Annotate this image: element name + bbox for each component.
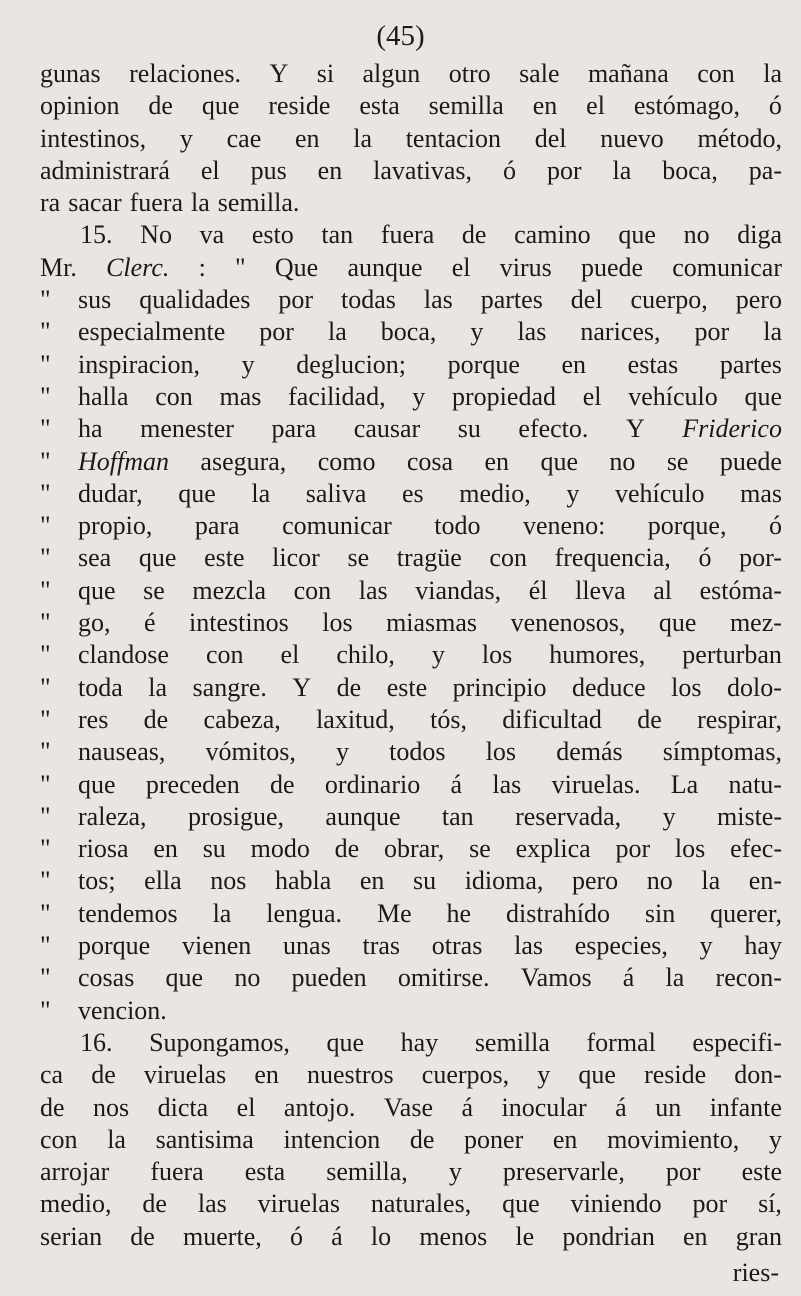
quote-mark: " bbox=[40, 866, 51, 896]
quote-mark: " bbox=[40, 963, 51, 993]
text-line bbox=[40, 542, 782, 574]
quote-mark: " bbox=[40, 446, 51, 476]
quote-mark: " bbox=[40, 575, 51, 605]
text-line bbox=[40, 349, 782, 381]
text-line: 15. No va esto tan fuera de camino que no diga bbox=[80, 220, 782, 250]
line-text: tendemos la lengua. Me he distrahído sin querer, bbox=[78, 898, 782, 928]
text-line bbox=[40, 801, 782, 833]
text-line: Mr. Clerc. : " Que aunque el virus puede comunicar bbox=[40, 252, 782, 282]
line-text: que se mezcla con las viandas, él lleva al estóma- bbox=[78, 575, 782, 605]
text-line: administrará el pus en lavativas, ó por la boca, pa- bbox=[40, 155, 782, 185]
text-line bbox=[40, 736, 782, 768]
line-text: toda la sangre. Y de este principio deduce los dolo- bbox=[78, 672, 782, 702]
quote-mark: " bbox=[40, 704, 51, 734]
line-text: que preceden de ordinario á las viruelas. La natu- bbox=[78, 769, 782, 799]
quote-mark: " bbox=[40, 898, 51, 928]
text-line: gunas relaciones. Y si algun otro sale mañana con la bbox=[40, 59, 782, 88]
quote-mark: " bbox=[40, 834, 51, 864]
text-line bbox=[40, 833, 782, 865]
line-text: vencion. bbox=[78, 995, 167, 1025]
line-text: porque vienen unas tras otras las especies, y hay bbox=[78, 931, 782, 961]
line-text: especialmente por la boca, y las narices, por la bbox=[78, 317, 782, 347]
text-line bbox=[40, 446, 782, 478]
quote-mark: " bbox=[40, 608, 51, 638]
text-line bbox=[40, 575, 782, 607]
text-line: opinion de que reside esta semilla en el estómago, ó bbox=[40, 91, 782, 121]
page-number: (45) bbox=[376, 20, 425, 52]
line-text: halla con mas facilidad, y propiedad el vehículo que bbox=[78, 381, 782, 411]
text-line bbox=[40, 962, 782, 994]
quote-mark: " bbox=[40, 349, 51, 379]
text-line: de nos dicta el antojo. Vase á inocular á un infante bbox=[40, 1092, 782, 1122]
text-line: con la santisima intencion de poner en movimiento, y bbox=[40, 1124, 782, 1154]
text-line bbox=[40, 381, 782, 413]
text-line bbox=[40, 607, 782, 639]
line-text: res de cabeza, laxitud, tós, dificultad de respirar, bbox=[78, 704, 782, 734]
text-line bbox=[40, 284, 782, 316]
line-text: cosas que no pueden omitirse. Vamos á la recon- bbox=[78, 963, 782, 993]
text-line bbox=[40, 510, 782, 542]
line-text: sus qualidades por todas las partes del cuerpo, pero bbox=[78, 285, 782, 315]
quote-mark: " bbox=[40, 640, 51, 670]
quote-mark: " bbox=[40, 414, 51, 444]
line-text: nauseas, vómitos, y todos los demás símptomas, bbox=[78, 737, 782, 767]
text-line: ra sacar fuera la semilla. bbox=[40, 188, 300, 218]
line-text: raleza, prosigue, aunque tan reservada, y miste- bbox=[78, 801, 782, 831]
quote-mark: " bbox=[40, 317, 51, 347]
text-line bbox=[40, 639, 782, 671]
line-text: tos; ella nos habla en su idioma, pero no la en- bbox=[78, 866, 782, 896]
text-line bbox=[40, 478, 782, 510]
text-line: intestinos, y cae en la tentacion del nuevo método, bbox=[40, 123, 782, 153]
quote-mark: " bbox=[40, 478, 51, 508]
quote-mark: " bbox=[40, 511, 51, 541]
line-text: inspiracion, y deglucion; porque en estas partes bbox=[78, 349, 782, 379]
quote-mark: " bbox=[40, 285, 51, 315]
text-line bbox=[40, 930, 782, 962]
line-text: dudar, que la saliva es medio, y vehículo mas bbox=[78, 478, 782, 508]
text-line bbox=[40, 413, 782, 445]
text-line: 16. Supongamos, que hay semilla formal especifi- bbox=[80, 1027, 782, 1057]
text-line bbox=[40, 995, 782, 1027]
text-line bbox=[40, 672, 782, 704]
body-text bbox=[40, 58, 782, 1253]
line-text: clandose con el chilo, y los humores, perturban bbox=[78, 640, 782, 670]
catchword: ries- bbox=[732, 1258, 779, 1287]
text-line bbox=[40, 316, 782, 348]
quote-mark: " bbox=[40, 672, 51, 702]
line-text: ha menester para causar su efecto. Y Friderico bbox=[78, 414, 782, 444]
quote-mark: " bbox=[40, 769, 51, 799]
text-line bbox=[40, 898, 782, 930]
text-line bbox=[40, 704, 782, 736]
text-line: arrojar fuera esta semilla, y preservarle, por este bbox=[40, 1157, 782, 1187]
text-line: medio, de las viruelas naturales, que viniendo por sí, bbox=[40, 1189, 782, 1219]
quote-mark: " bbox=[40, 737, 51, 767]
quote-mark: " bbox=[40, 543, 51, 573]
line-text: Hoffman asegura, como cosa en que no se puede bbox=[78, 446, 782, 476]
text-line bbox=[40, 865, 782, 897]
quote-mark: " bbox=[40, 931, 51, 961]
quote-mark: " bbox=[40, 801, 51, 831]
quote-mark: " bbox=[40, 381, 51, 411]
line-text: sea que este licor se tragüe con frequencia, ó por- bbox=[78, 543, 782, 573]
text-line: ca de viruelas en nuestros cuerpos, y que reside don- bbox=[40, 1060, 782, 1090]
quote-mark: " bbox=[40, 995, 51, 1025]
line-text: propio, para comunicar todo veneno: porque, ó bbox=[78, 511, 782, 541]
line-text: go, é intestinos los miasmas venenosos, que mez- bbox=[78, 608, 782, 638]
line-text: riosa en su modo de obrar, se explica por los efec- bbox=[78, 834, 782, 864]
text-line bbox=[40, 769, 782, 801]
text-line: serian de muerte, ó á lo menos le pondrian en gran bbox=[40, 1221, 782, 1251]
